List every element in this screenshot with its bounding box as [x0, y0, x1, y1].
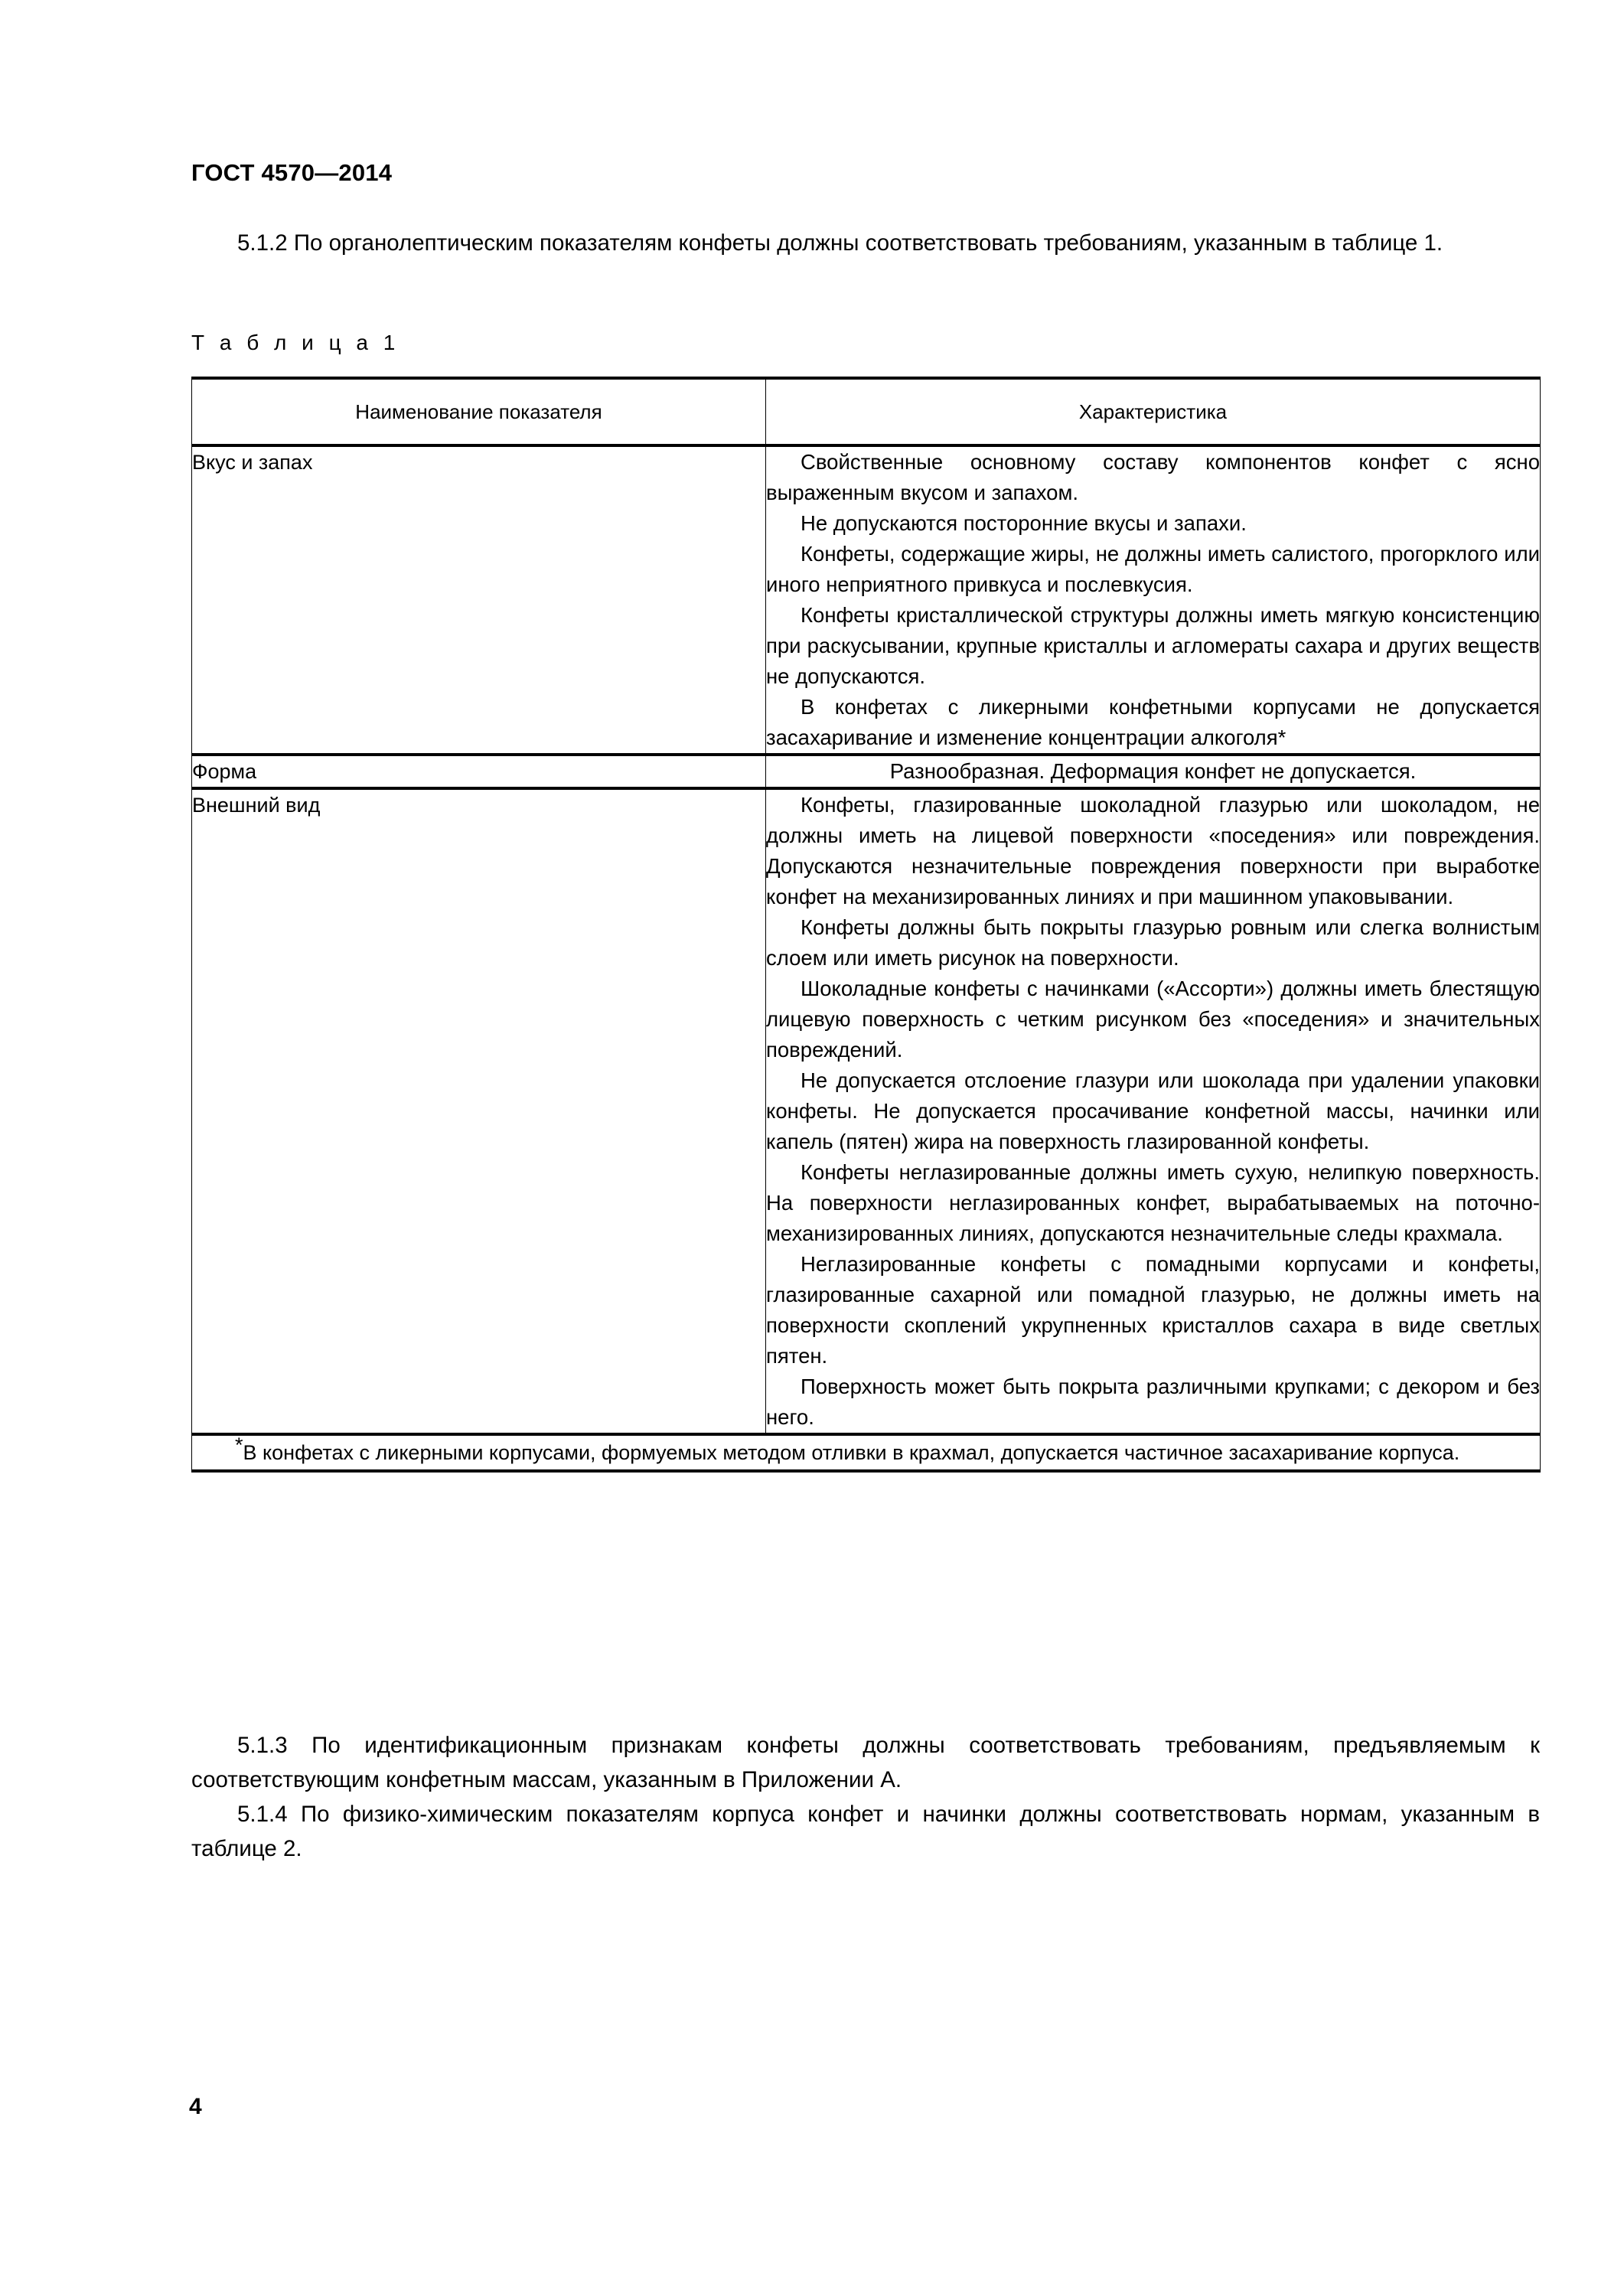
row-characteristic-appearance: [766, 788, 1541, 1434]
characteristic-paragraph: [766, 974, 1540, 1065]
characteristic-paragraph: [766, 447, 1540, 508]
characteristic-paragraph: [766, 1157, 1540, 1249]
footnote-marker: *: [235, 1433, 243, 1456]
characteristic-text: Конфеты должны быть покрыты глазурью ровным или слегка волнистым слоем или иметь рисунок на поверхности.: [766, 915, 1540, 970]
clause-5-1-2-number: 5.1.2: [237, 230, 288, 256]
characteristic-text: Свойственные основному составу компонентов конфет с ясно выраженным вкусом и запахом.: [766, 450, 1540, 504]
running-header-standard-number: ГОСТ 4570—2014: [191, 159, 393, 186]
table-1-wrapper: [191, 377, 1540, 1473]
table-header-row: [192, 378, 1541, 445]
table-footnote-row: [192, 1434, 1541, 1471]
characteristic-text: Конфеты неглазированные должны иметь сухую, нелипкую поверхность. На поверхности неглазированных конфет, вырабатываемых на поточно-механизированных линиях, допускаются незначительные следы крахмала.: [766, 1160, 1540, 1245]
characteristic-text: В конфетах с ликерными конфетными корпусами не допускается засахаривание и изменение концентрации алкоголя*: [766, 695, 1540, 749]
table-header-cell-characteristic: Характеристика: [766, 378, 1541, 445]
clause-5-1-3-text: [191, 1728, 1540, 1797]
page-number: 4: [189, 2094, 202, 2119]
characteristic-text: Конфеты кристаллической структуры должны иметь мягкую консистенцию при раскусывании, крупные кристаллы и агломераты сахара и других веществ не допускаются.: [766, 603, 1540, 688]
characteristic-text: Шоколадные конфеты с начинками («Ассорти») должны иметь блестящую лицевую поверхность с четким рисунком без «поседения» и значительных повреждений.: [766, 977, 1540, 1062]
characteristic-paragraph: [766, 692, 1540, 753]
characteristic-text: Конфеты, глазированные шоколадной глазурью или шоколадом, не должны иметь на лицевой поверхности «поседения» или повреждения. Допускаются незначительные повреждения поверхности при выработке конфет на механизированных линиях и при машинном упаковывании.: [766, 793, 1540, 908]
characteristic-text: Не допускаются посторонние вкусы и запахи.: [801, 511, 1247, 535]
row-name-appearance: Внешний вид: [192, 788, 766, 1434]
row-characteristic-taste-smell: [766, 445, 1541, 755]
characteristic-paragraph: [766, 539, 1540, 600]
table-header-cell-name: Наименование показателя: [192, 378, 766, 445]
row-name-taste-smell: Вкус и запах: [192, 445, 766, 755]
characteristic-text: Поверхность может быть покрыта различными крупками; с декором и без него.: [766, 1375, 1540, 1429]
footnote-text: В конфетах с ликерными корпусами, формуемых методом отливки в крахмал, допускается частичное засахаривание корпуса.: [243, 1441, 1460, 1464]
characteristic-paragraph: [766, 600, 1540, 692]
characteristic-paragraph: [766, 508, 1540, 539]
characteristic-paragraph: [766, 1249, 1540, 1371]
row-characteristic-form: Разнообразная. Деформация конфет не допускается.: [766, 755, 1541, 788]
row-name-form: Форма: [192, 755, 766, 788]
clause-5-1-3-number: 5.1.3: [237, 1733, 288, 1758]
table-footnote-cell: [192, 1434, 1541, 1471]
clause-5-1-3: [191, 1728, 1540, 1797]
characteristic-paragraph: [766, 790, 1540, 912]
clause-5-1-3-body: По идентификационным признакам конфеты должны соответствовать требованиям, предъявляемым к соответствующим конфетным массам, указанным в Приложении А.: [191, 1733, 1540, 1792]
characteristic-text: Не допускается отслоение глазури или шоколада при удалении упаковки конфеты. Не допускается просачивание конфетной массы, начинки или капель (пятен) жира на поверхность глазированной конфеты.: [766, 1068, 1540, 1153]
clause-5-1-2: [191, 226, 1540, 260]
characteristic-paragraph: [766, 1371, 1540, 1433]
table-row: [192, 788, 1541, 1434]
clause-5-1-2-body: По органолептическим показателям конфеты должны соответствовать требованиям, указанным в таблице 1.: [293, 230, 1443, 256]
characteristic-paragraph: [766, 912, 1540, 974]
clause-5-1-4: [191, 1797, 1540, 1866]
clause-5-1-2-text: [191, 226, 1540, 260]
table-caption: Т а б л и ц а 1: [191, 331, 400, 354]
table-row: [192, 445, 1541, 755]
characteristic-text: Конфеты, содержащие жиры, не должны иметь салистого, прогорклого или иного неприятного привкуса и послевкусия.: [766, 542, 1540, 596]
clause-5-1-4-text: [191, 1797, 1540, 1866]
table-1: [191, 377, 1541, 1473]
characteristic-text: Неглазированные конфеты с помадными корпусами и конфеты, глазированные сахарной или помадной глазурью, не должны иметь на поверхности скоплений укрупненных кристаллов сахара в виде светлых пятен.: [766, 1252, 1540, 1368]
clause-5-1-4-body: По физико-химическим показателям корпуса конфет и начинки должны соответствовать нормам, указанным в таблице 2.: [191, 1802, 1541, 1861]
clause-5-1-4-number: 5.1.4: [237, 1802, 288, 1827]
table-row: [192, 755, 1541, 788]
characteristic-paragraph: [766, 1065, 1540, 1157]
